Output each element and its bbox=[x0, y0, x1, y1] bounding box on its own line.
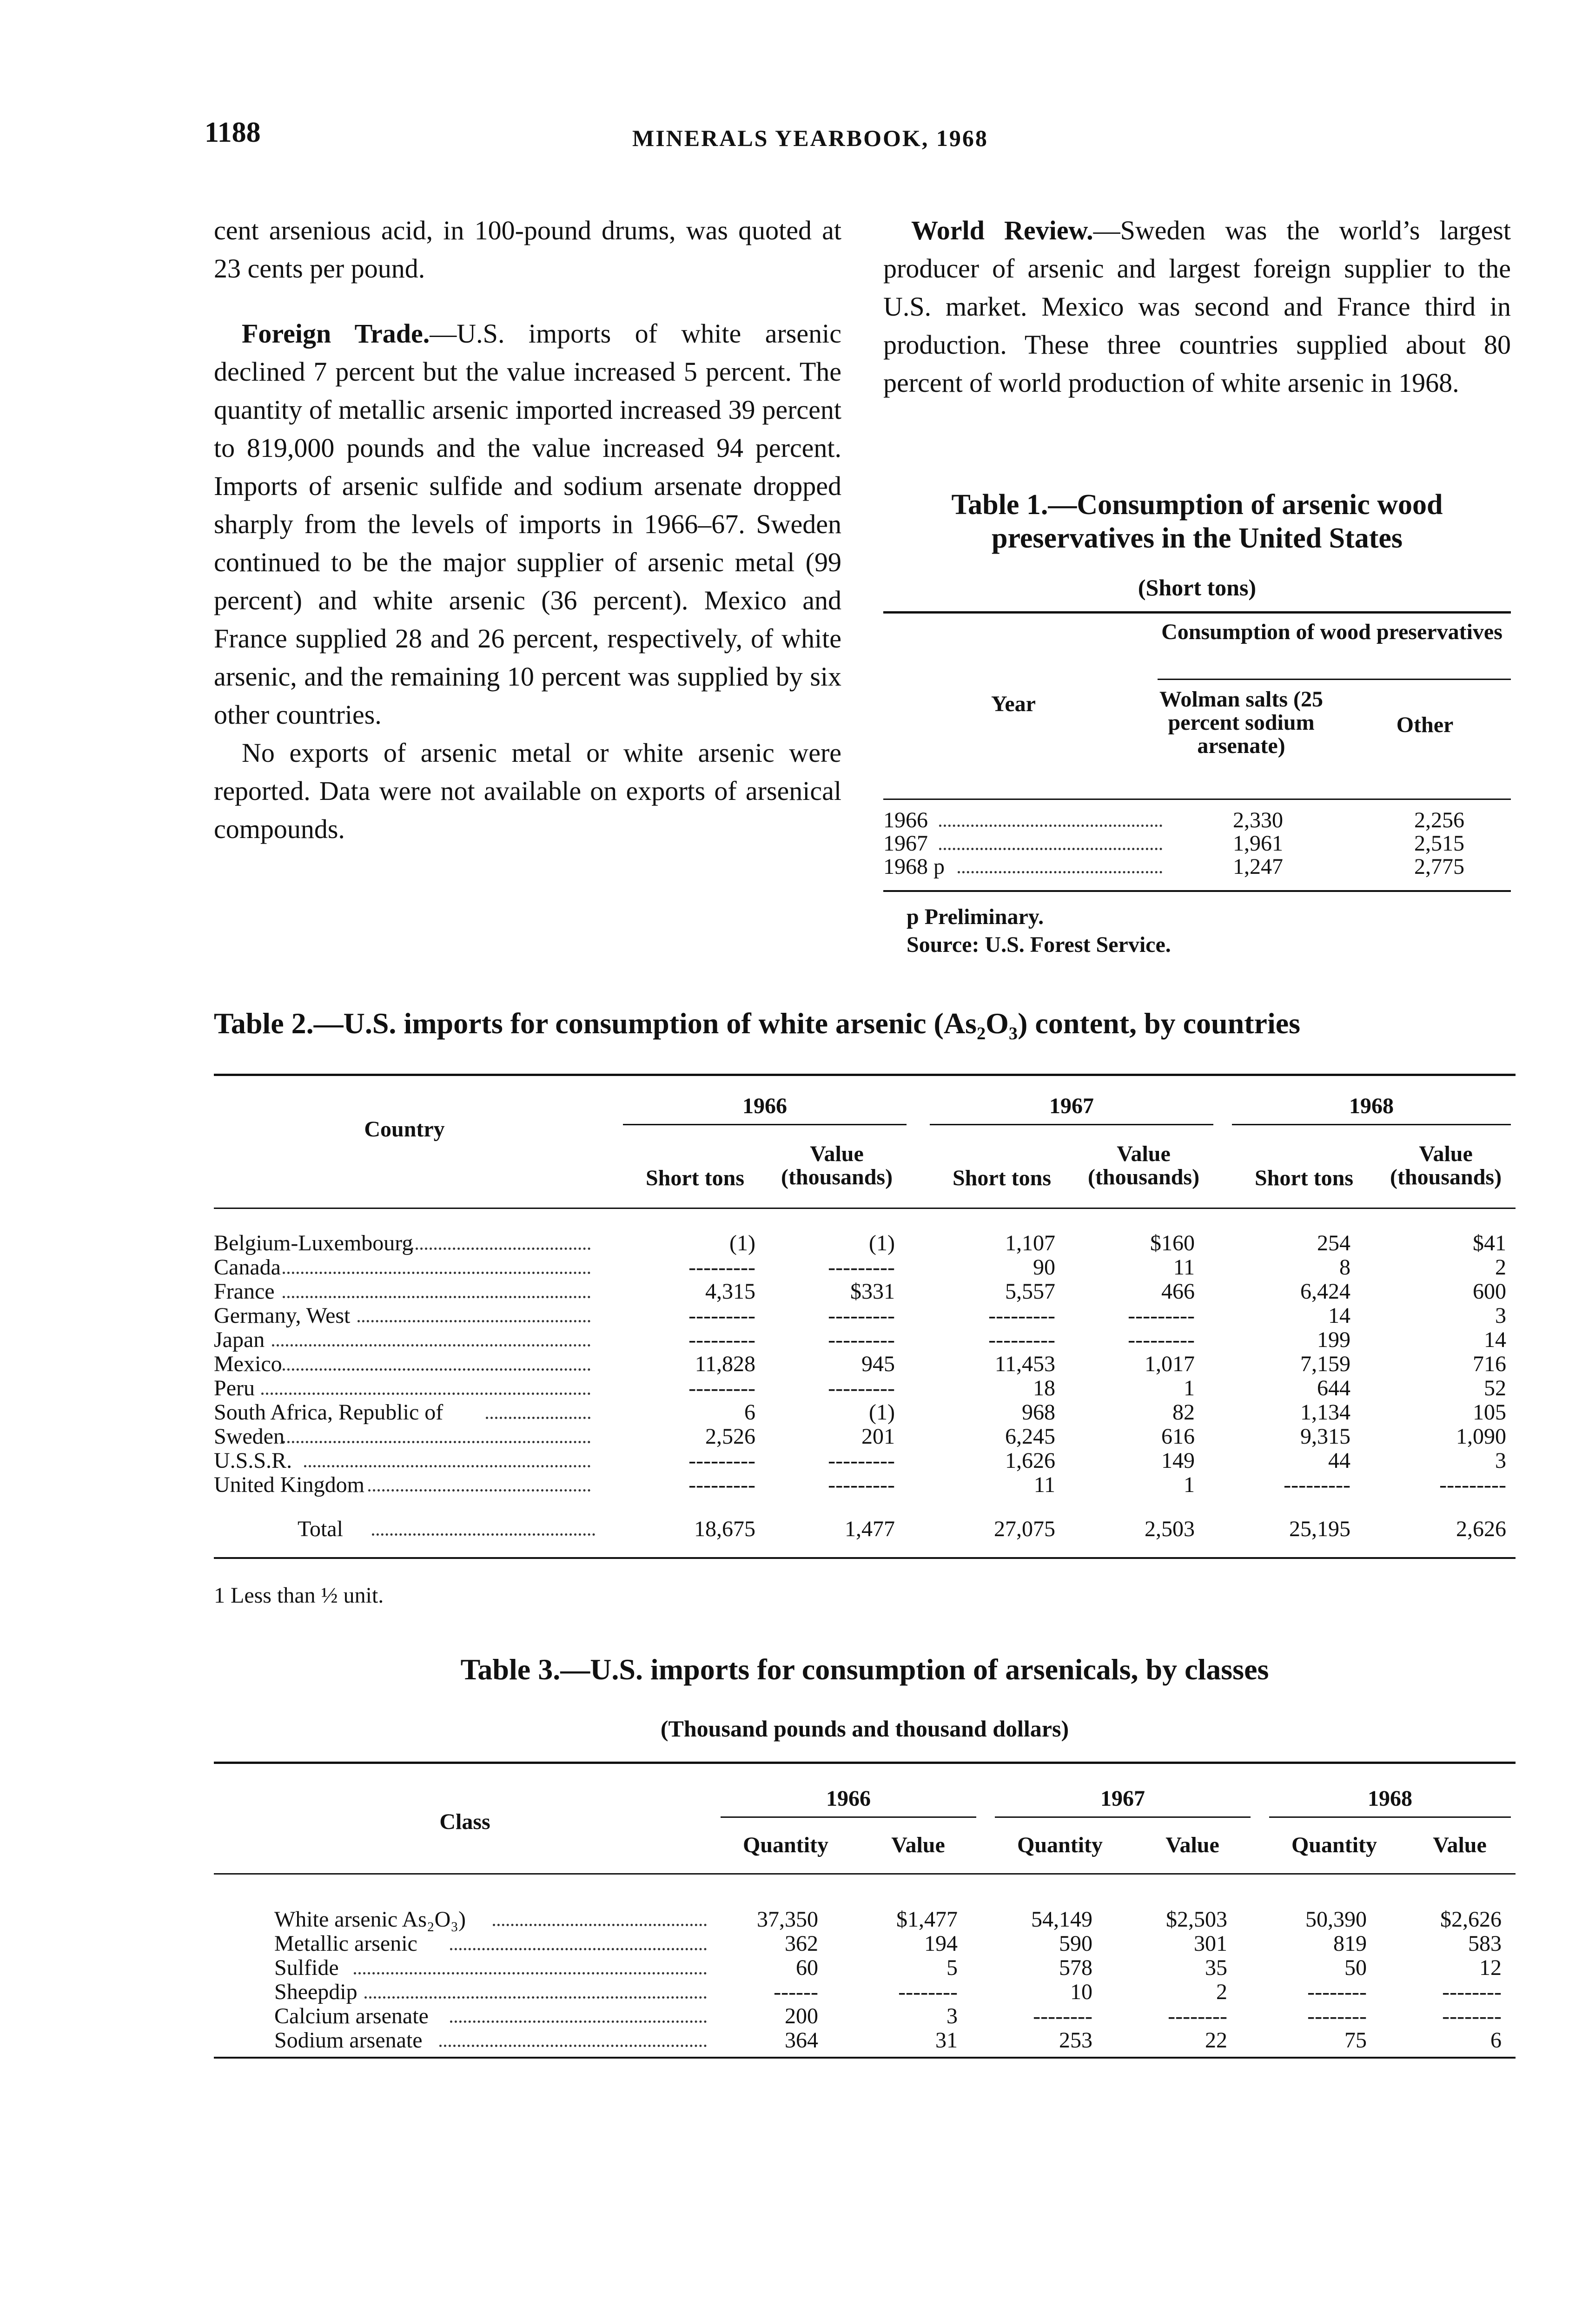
table2-value-cell: 1,134 bbox=[1300, 1400, 1350, 1425]
table1-group-rule bbox=[1158, 679, 1511, 680]
table2-top-rule bbox=[214, 1074, 1516, 1076]
page-number: 1188 bbox=[205, 117, 261, 148]
table1-year-header: Year bbox=[991, 692, 1036, 716]
table1-year-cell: 1966 bbox=[883, 808, 928, 832]
table2-value-cell: 466 bbox=[1161, 1279, 1195, 1304]
table3-value-cell: 200 bbox=[785, 2004, 818, 2028]
table2-value-cell: --------- bbox=[828, 1327, 895, 1352]
leader-dots bbox=[411, 1248, 590, 1250]
table2-value-header: Value (thousands) bbox=[1087, 1142, 1200, 1189]
table2-value-cell: $41 bbox=[1473, 1231, 1506, 1255]
table3-value-cell: -------- bbox=[1168, 2004, 1227, 2028]
table2-country-cell: Peru bbox=[214, 1376, 255, 1400]
table2-total-cell: 1,477 bbox=[845, 1517, 895, 1541]
table3-value-cell: 35 bbox=[1205, 1955, 1227, 1980]
table3-value-cell: 5 bbox=[947, 1955, 958, 1980]
table2-value-cell: 82 bbox=[1172, 1400, 1195, 1425]
table3-value-cell: 31 bbox=[935, 2028, 958, 2053]
table2-value-cell: 5,557 bbox=[1005, 1279, 1055, 1304]
table3-value-cell: $2,503 bbox=[1166, 1907, 1227, 1932]
running-title: MINERALS YEARBOOK, 1968 bbox=[632, 125, 988, 151]
table3-value-cell: 364 bbox=[785, 2028, 818, 2053]
table2-total-cell: 27,075 bbox=[994, 1517, 1055, 1541]
table2-value-cell: --------- bbox=[828, 1255, 895, 1280]
table2-value-cell: 3 bbox=[1495, 1303, 1506, 1328]
table2-value-cell: $331 bbox=[850, 1279, 895, 1304]
table3-year-header: 1968 bbox=[1368, 1786, 1412, 1811]
table3-value-cell: -------- bbox=[1033, 2004, 1092, 2028]
table3-class-cell: Sodium arsenate bbox=[274, 2028, 423, 2053]
table3-value-cell: -------- bbox=[898, 1980, 958, 2004]
table3-value-cell: 301 bbox=[1194, 1931, 1227, 1956]
table3-value-cell: $2,626 bbox=[1440, 1907, 1502, 1932]
table3-value-header: Value bbox=[1433, 1833, 1487, 1857]
table2-value-cell: 18 bbox=[1033, 1376, 1055, 1400]
leader-dots bbox=[493, 1924, 707, 1926]
table2-value-cell: 2,526 bbox=[705, 1424, 755, 1449]
table3-value-cell: 75 bbox=[1344, 2028, 1367, 2053]
table2-value-cell: (1) bbox=[869, 1231, 895, 1255]
table2-value-cell: --------- bbox=[1128, 1327, 1195, 1352]
table2-tons-header: Short tons bbox=[952, 1166, 1052, 1190]
table3-header-rule bbox=[214, 1873, 1516, 1875]
table3-bottom-rule bbox=[214, 2057, 1516, 2059]
table2-footnote: 1 Less than ½ unit. bbox=[214, 1583, 384, 1608]
table1-source: Source: U.S. Forest Service. bbox=[907, 932, 1171, 957]
table1-header-rule bbox=[883, 799, 1511, 800]
table2-value-cell: 14 bbox=[1328, 1303, 1350, 1328]
table3-class-cell: Calcium arsenate bbox=[274, 2004, 429, 2028]
table2-year-header: 1966 bbox=[742, 1094, 787, 1118]
table2-value-cell: --------- bbox=[688, 1448, 755, 1473]
table2-country-header: Country bbox=[364, 1117, 445, 1142]
table2-value-cell: 968 bbox=[1022, 1400, 1055, 1425]
table2-value-cell: 7,159 bbox=[1300, 1352, 1350, 1376]
table3-year-rule bbox=[1269, 1816, 1511, 1818]
table2-value-cell: 1,107 bbox=[1005, 1231, 1055, 1255]
table3-value-cell: 50,390 bbox=[1305, 1907, 1367, 1932]
leader-dots bbox=[486, 1417, 590, 1419]
table2-value-cell: 11,828 bbox=[695, 1352, 755, 1376]
table2-value-cell: 1,017 bbox=[1145, 1352, 1195, 1376]
table3-class-cell: Metallic arsenic bbox=[274, 1931, 417, 1956]
table3-value-cell: 194 bbox=[924, 1931, 958, 1956]
table2-value-cell: (1) bbox=[869, 1400, 895, 1425]
table1-bottom-rule bbox=[883, 890, 1511, 892]
leader-dots bbox=[283, 1296, 590, 1298]
table2-value-cell: --------- bbox=[828, 1472, 895, 1497]
table3-value-cell: 60 bbox=[796, 1955, 818, 1980]
leader-dots bbox=[283, 1272, 590, 1274]
table2-value-cell: 199 bbox=[1317, 1327, 1350, 1352]
table1-other-cell: 2,515 bbox=[1414, 831, 1464, 856]
leader-dots bbox=[368, 1489, 590, 1492]
table3-value-header: Value bbox=[1165, 1833, 1219, 1857]
table2-value-cell: 600 bbox=[1473, 1279, 1506, 1304]
table2-value-cell: --------- bbox=[988, 1327, 1055, 1352]
table2-value-cell: 201 bbox=[861, 1424, 895, 1449]
table2-country-cell: U.S.S.R. bbox=[214, 1448, 292, 1473]
table3-class-cell: White arsenic As₂O₃) bbox=[274, 1907, 466, 1932]
table2-value-cell: 44 bbox=[1328, 1448, 1350, 1473]
leader-dots bbox=[304, 1465, 590, 1467]
exports-paragraph: No exports of arsenic metal or white arsenic were reported. Data were not available on exports of arsenical compounds. bbox=[214, 738, 841, 844]
table3-value-header: Value bbox=[891, 1833, 945, 1857]
table2-value-cell: 8 bbox=[1339, 1255, 1350, 1280]
table2-value-cell: 105 bbox=[1473, 1400, 1506, 1425]
table2-value-cell: 11 bbox=[1033, 1472, 1055, 1497]
table2-value-cell: $160 bbox=[1150, 1231, 1195, 1255]
leader-dots bbox=[364, 1996, 707, 1999]
leader-dots bbox=[354, 1972, 707, 1974]
table2-value-cell: 616 bbox=[1161, 1424, 1195, 1449]
table2-total-label: Total bbox=[298, 1517, 343, 1541]
table1-wolman-cell: 2,330 bbox=[1233, 808, 1283, 832]
table3-unit: (Thousand pounds and thousand dollars) bbox=[660, 1716, 1069, 1742]
table2-value-cell: 1,626 bbox=[1005, 1448, 1055, 1473]
table2-title: Table 2.—U.S. imports for consumption of white arsenic (As₂O₃) content, by countries bbox=[214, 1007, 1301, 1040]
table3-value-cell: -------- bbox=[1442, 1980, 1502, 2004]
leader-dots bbox=[283, 1441, 590, 1443]
table3-value-cell: 3 bbox=[947, 2004, 958, 2028]
leader-dots bbox=[283, 1368, 590, 1371]
table2-value-cell: 2 bbox=[1495, 1255, 1506, 1280]
table3-value-cell: 362 bbox=[785, 1931, 818, 1956]
table1-group-header: Consumption of wood preservatives bbox=[1161, 620, 1503, 644]
leader-dots bbox=[357, 1320, 590, 1322]
left-paragraph-1: cent arsenious acid, in 100-pound drums, was quoted at 23 cents per pound. bbox=[214, 215, 841, 284]
table1-year-cell: 1967 bbox=[883, 831, 928, 856]
table2-value-cell: 1 bbox=[1184, 1472, 1195, 1497]
table3-value-cell: 37,350 bbox=[757, 1907, 818, 1932]
table3-value-cell: 819 bbox=[1333, 1931, 1367, 1956]
table2-value-header: Value (thousands) bbox=[781, 1142, 893, 1189]
table2-value-cell: 6,245 bbox=[1005, 1424, 1055, 1449]
table2-value-cell: 14 bbox=[1484, 1327, 1506, 1352]
table3-value-cell: 12 bbox=[1479, 1955, 1502, 1980]
leader-dots bbox=[439, 2045, 707, 2047]
table2-value-cell: --------- bbox=[1439, 1472, 1506, 1497]
table2-bottom-rule bbox=[214, 1557, 1516, 1559]
table3-title: Table 3.—U.S. imports for consumption of arsenicals, by classes bbox=[460, 1653, 1269, 1686]
world-review-paragraph bbox=[883, 211, 1511, 402]
table2-total-cell: 2,626 bbox=[1456, 1517, 1506, 1541]
table2-value-cell: 3 bbox=[1495, 1448, 1506, 1473]
right-column bbox=[883, 211, 1511, 402]
table3-value-cell: -------- bbox=[1307, 2004, 1367, 2028]
table2-value-cell: 4,315 bbox=[705, 1279, 755, 1304]
table3-value-cell: -------- bbox=[1307, 1980, 1367, 2004]
table2-value-cell: 945 bbox=[861, 1352, 895, 1376]
leader-dots bbox=[272, 1344, 590, 1347]
table3-value-cell: -------- bbox=[1442, 2004, 1502, 2028]
table3-value-cell: 590 bbox=[1059, 1931, 1092, 1956]
table2-country-cell: France bbox=[214, 1279, 275, 1304]
table1-year-cell: 1968 p bbox=[883, 854, 945, 879]
table3-qty-header: Quantity bbox=[742, 1833, 829, 1857]
page-header bbox=[205, 116, 1376, 153]
table3-value-cell: 253 bbox=[1059, 2028, 1092, 2053]
leader-dots bbox=[939, 825, 1162, 827]
leader-dots bbox=[450, 2020, 707, 2023]
table3-value-cell: ------ bbox=[774, 1980, 818, 2004]
table1-wolman-cell: 1,247 bbox=[1233, 854, 1283, 879]
table1-note: p Preliminary. bbox=[907, 905, 1044, 929]
leader-dots bbox=[450, 1948, 707, 1950]
table2-country-cell: Mexico bbox=[214, 1352, 282, 1376]
table3-value-cell: 578 bbox=[1059, 1955, 1092, 1980]
table2-country-cell: Japan bbox=[214, 1327, 265, 1352]
table1-wolman-cell: 1,961 bbox=[1233, 831, 1283, 856]
table3-value-cell: $1,477 bbox=[896, 1907, 958, 1932]
world-review-text: —Sweden was the world’s largest producer of arsenic and largest foreign supplier to the U.S. market. Mexico was second and France third in production. These three countries supplied about 80 percent of world production of white arsenic in 1968. bbox=[883, 215, 1511, 398]
table2-value-cell: --------- bbox=[1284, 1472, 1350, 1497]
table2-value-cell: 644 bbox=[1317, 1376, 1350, 1400]
table2-value-cell: --------- bbox=[688, 1327, 755, 1352]
table3-qty-header: Quantity bbox=[1291, 1833, 1377, 1857]
foreign-trade-text: —U.S. imports of white arsenic declined 7 percent but the value increased 5 percent. The quantity of metallic arsenic imported increased 39 percent to 819,000 pounds and the value increased 94 percent. Imports of arsenic sulfide and sodium arsenate dropped sharply from the levels of imports in 1966–67. Sweden continued to be the major supplier of arsenic metal (99 percent) and white arsenic (36 percent). Mexico and France supplied 28 and 26 percent, respectively, of white arsenic, and the remaining 10 percent was supplied by six other countries. bbox=[214, 318, 841, 730]
table2-value-cell: --------- bbox=[688, 1303, 755, 1328]
table2-year-rule bbox=[930, 1124, 1213, 1125]
table2-value-cell: --------- bbox=[828, 1376, 895, 1400]
table2-value-cell: 11 bbox=[1173, 1255, 1195, 1280]
table2-total-cell: 25,195 bbox=[1289, 1517, 1350, 1541]
leader-dots bbox=[958, 871, 1162, 873]
world-review-heading: World Review. bbox=[911, 215, 1093, 245]
table1-unit: (Short tons) bbox=[1138, 574, 1257, 601]
table2-total-cell: 2,503 bbox=[1145, 1517, 1195, 1541]
table2-value-cell: --------- bbox=[688, 1255, 755, 1280]
table3-value-cell: 583 bbox=[1468, 1931, 1502, 1956]
table1-title: Table 1.—Consumption of arsenic wood preservatives in the United States bbox=[951, 489, 1443, 554]
table2-value-cell: --------- bbox=[988, 1303, 1055, 1328]
leader-dots bbox=[372, 1533, 595, 1536]
table2-value-cell: --------- bbox=[828, 1303, 895, 1328]
table2-value-cell: 716 bbox=[1473, 1352, 1506, 1376]
table2-value-cell: 6 bbox=[744, 1400, 755, 1425]
table2-year-rule bbox=[623, 1124, 907, 1125]
table3-value-cell: 2 bbox=[1216, 1980, 1227, 2004]
table2-value-cell: --------- bbox=[1128, 1303, 1195, 1328]
table1-other-cell: 2,256 bbox=[1414, 808, 1464, 832]
table2-tons-header: Short tons bbox=[1254, 1166, 1354, 1190]
table2-value-header: Value (thousands) bbox=[1390, 1142, 1502, 1189]
table2-country-cell: Germany, West bbox=[214, 1303, 351, 1328]
table2-value-cell: 1 bbox=[1184, 1376, 1195, 1400]
table2-value-cell: 254 bbox=[1317, 1231, 1350, 1255]
table2-year-header: 1967 bbox=[1049, 1094, 1094, 1118]
table2-value-cell: --------- bbox=[688, 1472, 755, 1497]
table3-year-rule bbox=[721, 1816, 976, 1818]
leader-dots bbox=[939, 848, 1162, 850]
table3-value-cell: 50 bbox=[1344, 1955, 1367, 1980]
table2-country-cell: Sweden bbox=[214, 1424, 285, 1449]
table2-value-cell: --------- bbox=[688, 1376, 755, 1400]
foreign-trade-heading: Foreign Trade. bbox=[242, 318, 430, 349]
table1-wolman-header: Wolman salts (25 percent sodium arsenate) bbox=[1159, 687, 1324, 758]
table2-country-cell: Canada bbox=[214, 1255, 281, 1280]
table2-year-header: 1968 bbox=[1349, 1094, 1394, 1118]
table2-value-cell: 9,315 bbox=[1300, 1424, 1350, 1449]
table3-year-header: 1966 bbox=[826, 1786, 871, 1811]
table2-value-cell: 149 bbox=[1161, 1448, 1195, 1473]
table3-value-cell: 22 bbox=[1205, 2028, 1227, 2053]
table2-tons-header: Short tons bbox=[645, 1166, 745, 1190]
table3-class-cell: Sheepdip bbox=[274, 1980, 357, 2004]
table2-value-cell: 1,090 bbox=[1456, 1424, 1506, 1449]
table3-value-cell: 10 bbox=[1070, 1980, 1092, 2004]
table2-header-rule bbox=[214, 1208, 1516, 1209]
table2-value-cell: --------- bbox=[828, 1448, 895, 1473]
table3-year-header: 1967 bbox=[1100, 1786, 1145, 1811]
table3-qty-header: Quantity bbox=[1017, 1833, 1103, 1857]
table2-value-cell: 6,424 bbox=[1300, 1279, 1350, 1304]
table1-top-rule bbox=[883, 611, 1511, 614]
table3-value-cell: 54,149 bbox=[1031, 1907, 1092, 1932]
table3-class-header: Class bbox=[439, 1809, 490, 1834]
table1-other-cell: 2,775 bbox=[1414, 854, 1464, 879]
table2-total-cell: 18,675 bbox=[694, 1517, 755, 1541]
table3-value-cell: 6 bbox=[1490, 2028, 1502, 2053]
foreign-trade-paragraph bbox=[214, 315, 841, 734]
table2-country-cell: South Africa, Republic of bbox=[214, 1400, 443, 1425]
left-column bbox=[214, 211, 841, 848]
table1-other-header: Other bbox=[1396, 713, 1454, 737]
table2-country-cell: Belgium-Luxembourg bbox=[214, 1231, 413, 1255]
table2-country-cell: United Kingdom bbox=[214, 1472, 364, 1497]
table2-value-cell: 90 bbox=[1033, 1255, 1055, 1280]
table2-value-cell: 52 bbox=[1484, 1376, 1506, 1400]
table2-value-cell: (1) bbox=[729, 1231, 755, 1255]
table3-class-cell: Sulfide bbox=[274, 1955, 339, 1980]
table3-year-rule bbox=[995, 1816, 1251, 1818]
table2-value-cell: 11,453 bbox=[994, 1352, 1055, 1376]
leader-dots bbox=[261, 1393, 590, 1395]
table3-top-rule bbox=[214, 1762, 1516, 1764]
table2-year-rule bbox=[1232, 1124, 1511, 1125]
